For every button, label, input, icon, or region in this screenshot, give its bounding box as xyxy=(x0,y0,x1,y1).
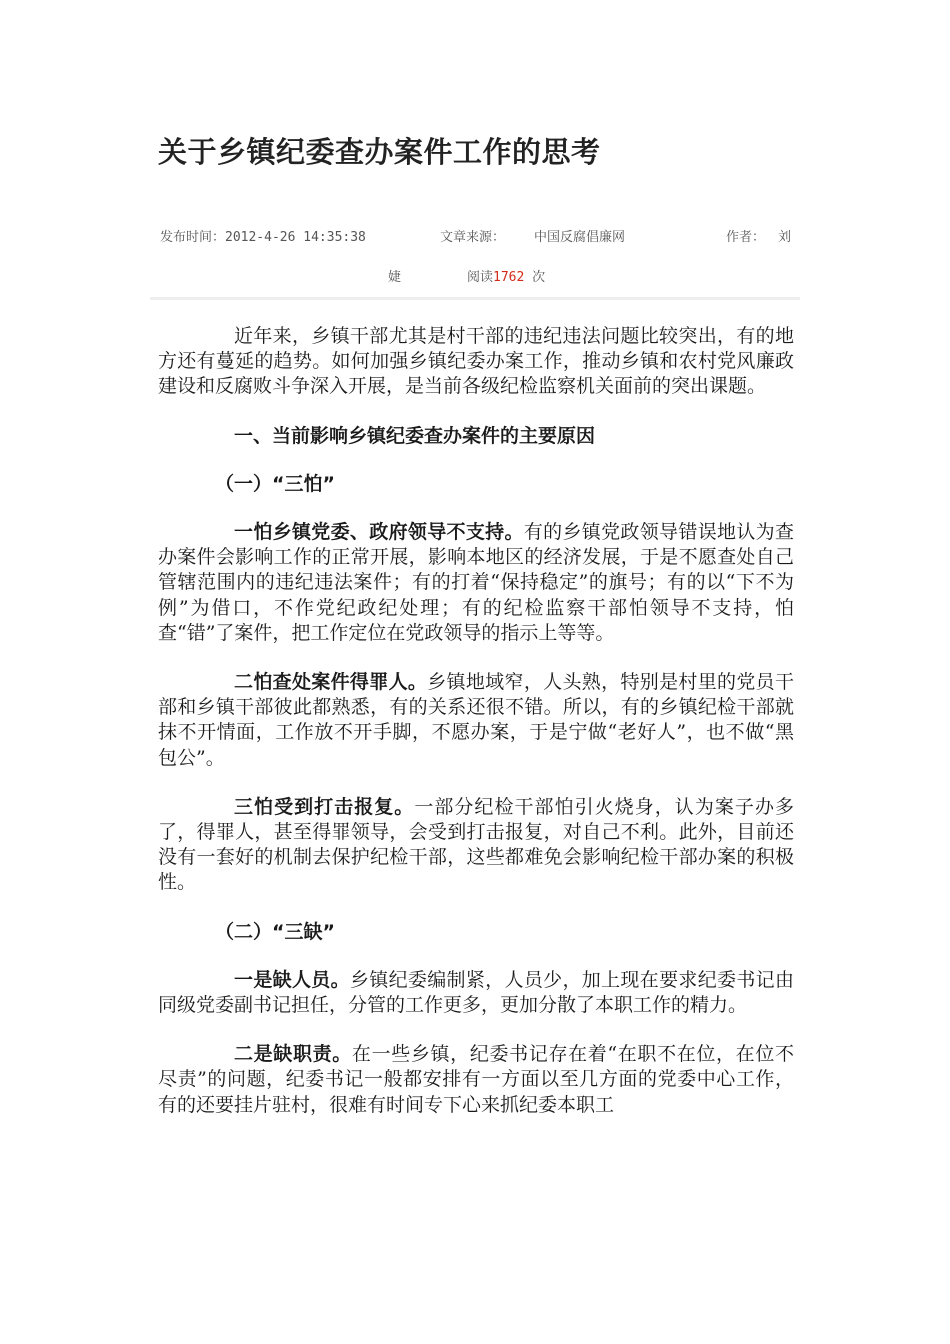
paragraph-4 xyxy=(158,968,794,1018)
read-count-info xyxy=(467,266,545,285)
intro-paragraph: 近年来，乡镇干部尤其是村干部的违纪违法问题比较突出，有的地方还有蔓延的趋势。如何加强乡镇纪委办案工作，推动乡镇和农村党风廉政建设和反腐败斗争深入开展，是当前各级纪检监察机关面前的突出课题。 xyxy=(158,325,794,398)
read-prefix: 阅读 xyxy=(467,270,494,285)
subsection-heading-2: （二）“三缺” xyxy=(215,920,335,943)
paragraph-3-text: 一部分纪检干部怕引火烧身，认为案子办多了，得罪人，甚至得罪领导，会受到打击报复，对自己不利。此外，目前还没有一套好的机制去保护纪检干部，这些都难免会影响纪检干部办案的积极性。 xyxy=(158,795,794,894)
article-title: 关于乡镇纪委查办案件工作的思考 xyxy=(158,135,601,169)
meta-row-2 xyxy=(158,266,794,286)
paragraph-3 xyxy=(158,795,794,896)
meta-divider xyxy=(150,297,800,300)
article-body xyxy=(158,324,794,1142)
paragraph-4-text: 乡镇纪委编制紧，人员少，加上现在要求纪委书记由同级党委副书记担任，分管的工作更多，更加分散了本职工作的精力。 xyxy=(158,968,794,1017)
section-heading-1: 一、当前影响乡镇纪委查办案件的主要原因 xyxy=(234,424,596,447)
paragraph-4-lead: 一是缺人员。 xyxy=(234,968,350,991)
author-label: 作者： xyxy=(726,230,766,245)
paragraph-2 xyxy=(158,670,794,771)
paragraph-3-lead: 三怕受到打击报复。 xyxy=(234,795,415,818)
author-name-part1: 刘 xyxy=(778,230,792,245)
paragraph-1-lead: 一怕乡镇党委、政府领导不支持。 xyxy=(234,521,524,544)
paragraph-2-lead: 二怕查处案件得罪人。 xyxy=(234,671,428,694)
subsection-heading-1: （一）“三怕” xyxy=(215,472,335,495)
source-name: 中国反腐倡廉网 xyxy=(534,230,626,245)
paragraph-5 xyxy=(158,1042,794,1118)
paragraph-2-text: 乡镇地域窄，人头熟，特别是村里的党员干部和乡镇干部彼此都熟悉，有的关系还很不错。所以，有的乡镇纪检干部就抹不开情面，工作放不开手脚，不愿办案，于是宁做“老好人”，也不做“黑包公”。 xyxy=(158,671,794,769)
author-name-part2: 婕 xyxy=(388,270,402,285)
source-label: 文章来源： xyxy=(440,230,506,245)
paragraph-1-text: 有的乡镇党政领导错误地认为查办案件会影响工作的正常开展，影响本地区的经济发展，于是不愿查处自己管辖范围内的违纪违法案件；有的打着“保持稳定”的旗号；有的以“下不为例”为借口，不作党纪政纪处理；有的纪检监察干部怕领导不支持，怕查“错”了案件，把工作定位在党政领导的指示上等等。 xyxy=(158,521,794,644)
meta-row-1 xyxy=(158,226,794,246)
paragraph-1 xyxy=(158,520,794,646)
paragraph-5-text: 在一些乡镇，纪委书记存在着“在职不在位，在位不尽责”的问题，纪委书记一般都安排有一方面以至几方面的党委中心工作，有的还要挂片驻村，很难有时间专下心来抓纪委本职工 xyxy=(158,1043,794,1116)
read-count: 1762 xyxy=(493,270,525,285)
publish-date: 发布时间：2012-4-26 14:35:38 xyxy=(160,230,366,245)
article-meta xyxy=(158,226,794,286)
paragraph-5-lead: 二是缺职责。 xyxy=(234,1043,352,1066)
read-suffix: 次 xyxy=(532,270,546,285)
